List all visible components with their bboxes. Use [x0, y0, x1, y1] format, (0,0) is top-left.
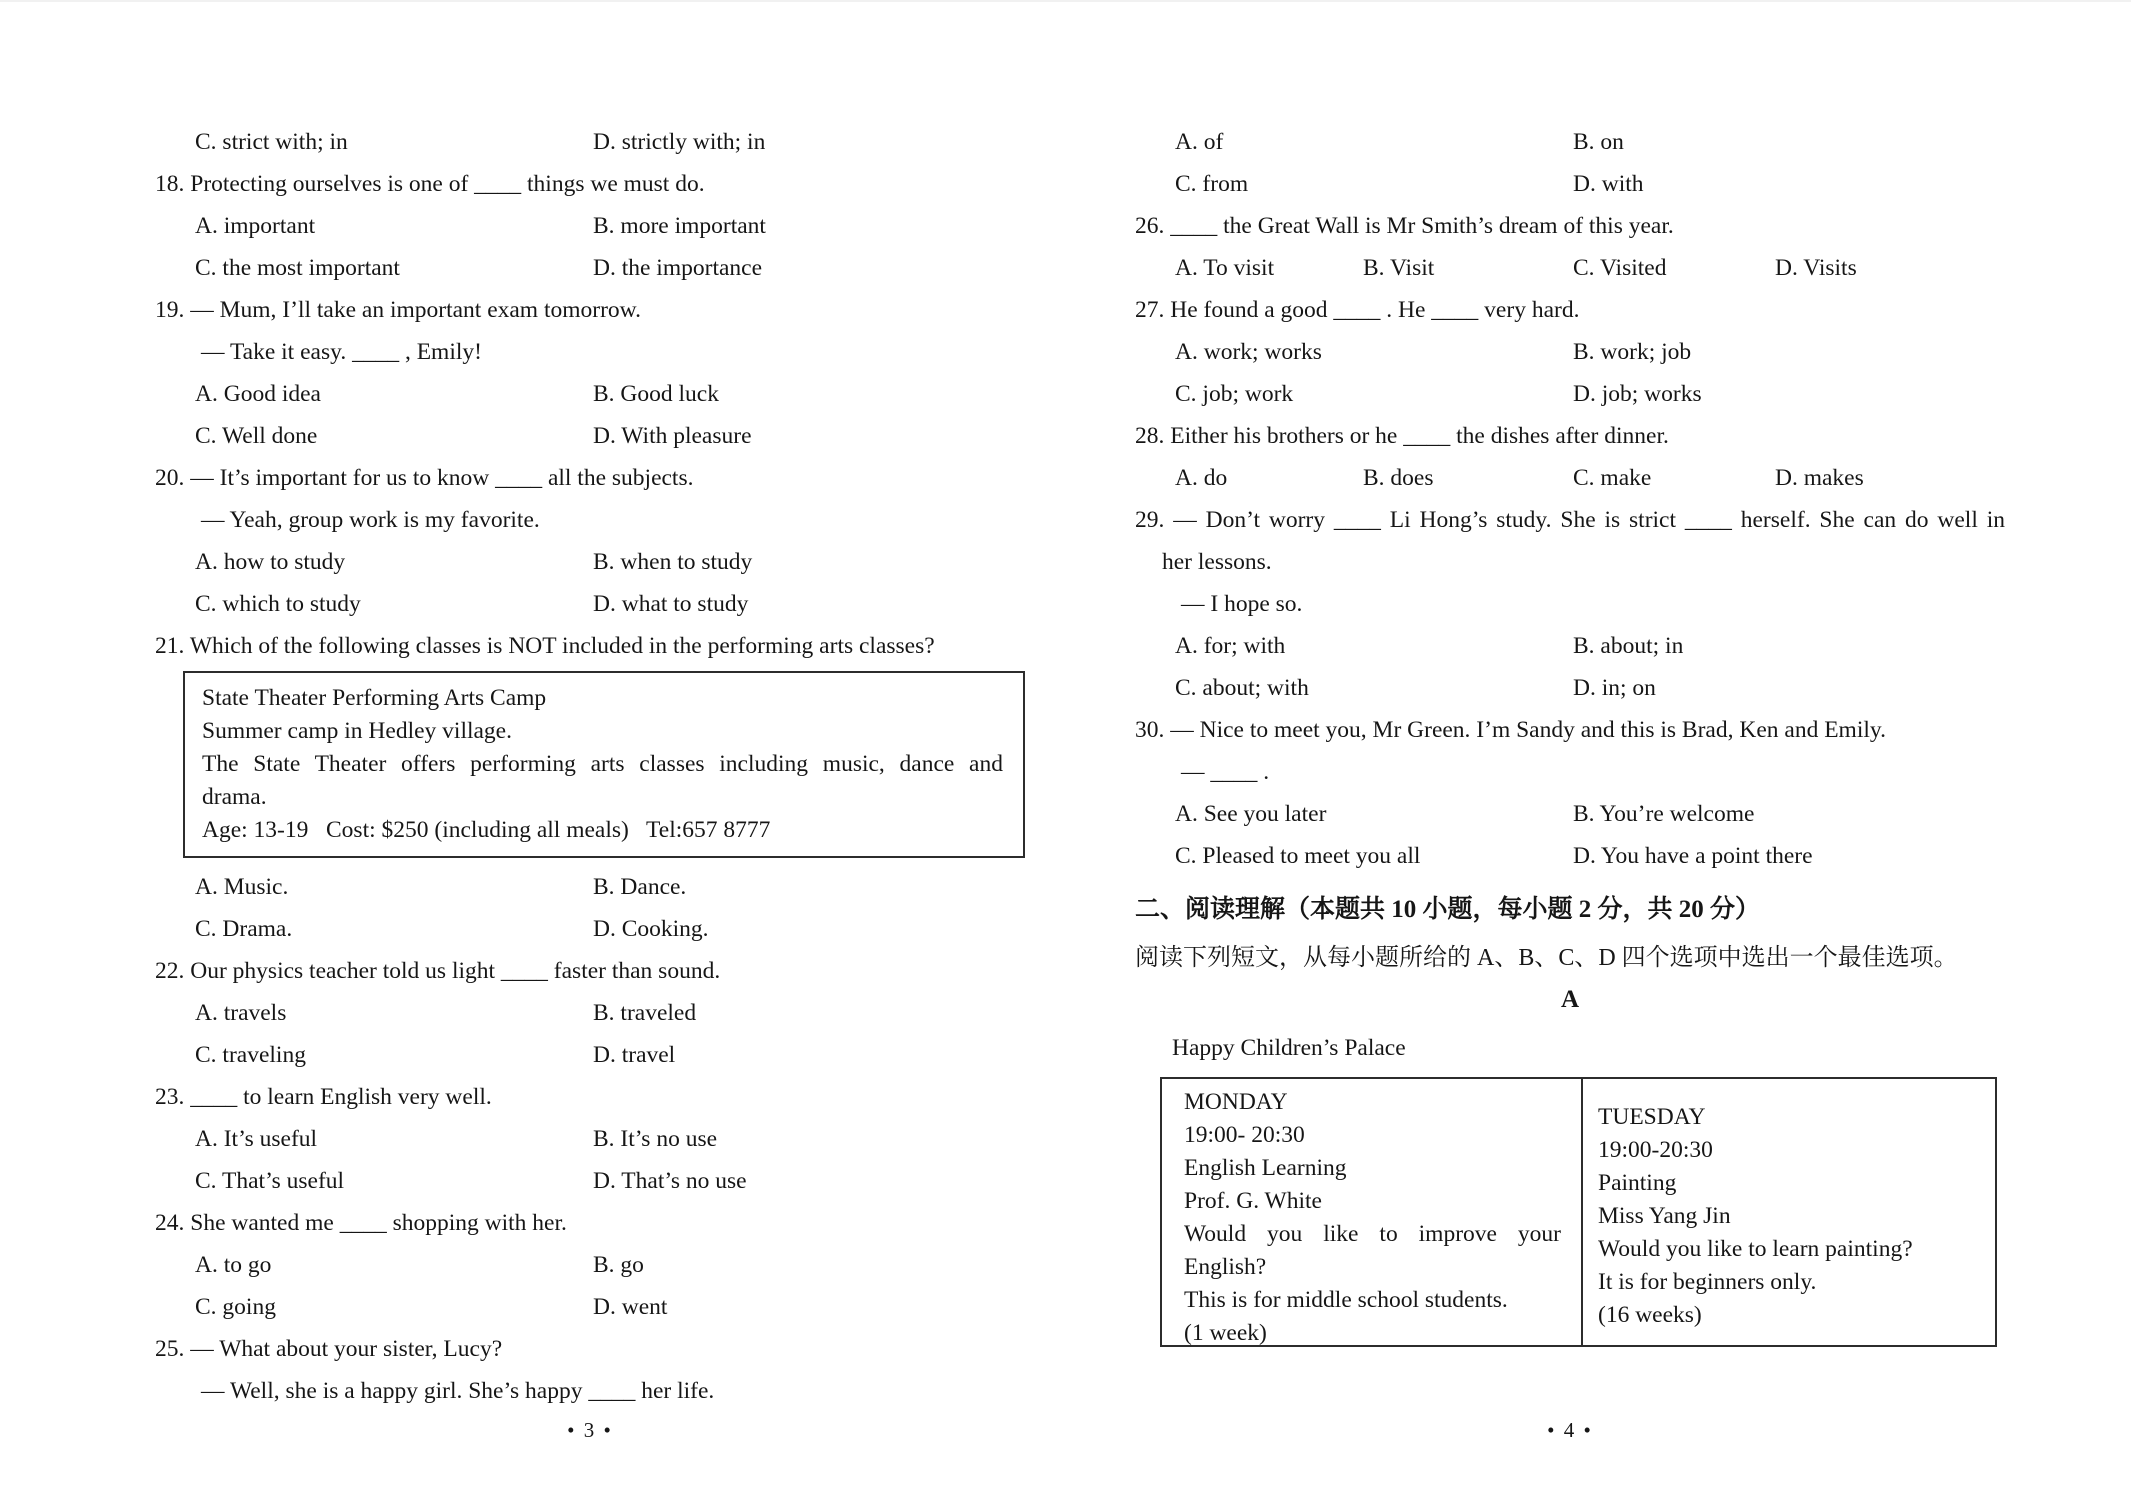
q18-options-ab-row	[155, 205, 1060, 247]
passage-a-title: Happy Children’s Palace	[1172, 1035, 1406, 1061]
q28-options-row	[1135, 457, 2040, 499]
q20-options-ab-row	[155, 541, 1060, 583]
q25r-options-ab-row	[1135, 121, 2040, 163]
option-c: C. Drama.	[195, 916, 293, 942]
q29-continuation-line: her lessons.	[1162, 549, 1272, 575]
table-line: Miss Yang Jin	[1598, 1203, 1731, 1229]
section-2-heading: 二、阅读理解（本题共 10 小题，每小题 2 分，共 20 分）	[1135, 896, 1761, 923]
schedule-table	[1160, 1077, 1997, 1347]
question-18: 18. Protecting ourselves is one of ____ things we must do.	[155, 171, 705, 197]
option-d: D. in; on	[1573, 675, 1656, 701]
table-line: It is for beginners only.	[1598, 1269, 1817, 1295]
option-b: B. go	[593, 1252, 644, 1278]
option-a: A. See you later	[1175, 801, 1327, 827]
question-21: 21. Which of the following classes is NOT included in the performing arts classes?	[155, 633, 935, 659]
exam-page-4	[1135, 121, 2040, 1347]
table-line: Painting	[1598, 1170, 1677, 1196]
q19-options-cd-row	[155, 415, 1060, 457]
q21-options-ab-row	[155, 866, 1060, 908]
q26-options-row	[1135, 247, 2040, 289]
option-d: D. Cooking.	[593, 916, 709, 942]
table-line: Prof. G. White	[1184, 1188, 1322, 1214]
table-line: 19:00- 20:30	[1184, 1122, 1305, 1148]
q30-dialogue-line: — ____ .	[1181, 759, 1270, 785]
option-b: B. does	[1363, 465, 1434, 491]
q30-options-cd-row	[1135, 835, 2040, 877]
q23-options-ab-row	[155, 1118, 1060, 1160]
table-line: (16 weeks)	[1598, 1302, 1702, 1328]
option-d: D. Visits	[1775, 255, 1857, 281]
q29-options-cd-row	[1135, 667, 2040, 709]
option-b: B. Visit	[1363, 255, 1435, 281]
option-c: C. about; with	[1175, 675, 1309, 701]
option-c: C. traveling	[195, 1042, 306, 1068]
option-d: D. the importance	[593, 255, 763, 281]
question-25: 25. — What about your sister, Lucy?	[155, 1336, 503, 1362]
option-a: A. for; with	[1175, 633, 1286, 659]
option-c: C. the most important	[195, 255, 400, 281]
option-d: D. You have a point there	[1573, 843, 1813, 869]
question-23: 23. ____ to learn English very well.	[155, 1084, 492, 1110]
q30-options-ab-row	[1135, 793, 2040, 835]
option-b: B. when to study	[593, 549, 753, 575]
q27-options-ab-row	[1135, 331, 2040, 373]
option-a: A. to go	[195, 1252, 272, 1278]
option-b: B. more important	[593, 213, 766, 239]
option-a: A. how to study	[195, 549, 346, 575]
option-b: B. Dance.	[593, 874, 687, 900]
option-c: C. Visited	[1573, 255, 1667, 281]
q19-dialogue-line: — Take it easy. ____ , Emily!	[201, 339, 482, 365]
question-29: 29. — Don’t worry ____ Li Hong’s study. She is strict ____ herself. She can do well in	[1135, 507, 2005, 533]
section-2-instruction: 阅读下列短文，从每小题所给的 A、B、C、D 四个选项中选出一个最佳选项。	[1135, 945, 1958, 971]
option-c: C. strict with; in	[195, 129, 348, 155]
q17-options-cd-row	[155, 121, 1060, 163]
q23-options-cd-row	[155, 1160, 1060, 1202]
scan-top-edge	[0, 0, 2131, 2]
option-d: D. went	[593, 1294, 668, 1320]
option-d: D. That’s no use	[593, 1168, 747, 1194]
question-28: 28. Either his brothers or he ____ the dishes after dinner.	[1135, 423, 1669, 449]
option-a: A. To visit	[1175, 255, 1275, 281]
option-a: A. of	[1175, 129, 1224, 155]
passage-a-label: A	[1560, 986, 1580, 1013]
camp-notice-box	[183, 671, 1025, 858]
notice-line: The State Theater offers performing arts classes including music, dance and	[202, 751, 1003, 777]
q24-options-cd-row	[155, 1286, 1060, 1328]
question-24: 24. She wanted me ____ shopping with her.	[155, 1210, 567, 1236]
option-c: C. That’s useful	[195, 1168, 345, 1194]
option-a: A. do	[1175, 465, 1228, 491]
question-20: 20. — It’s important for us to know ____ all the subjects.	[155, 465, 694, 491]
q29-dialogue-line: — I hope so.	[1181, 591, 1303, 617]
option-d: D. makes	[1775, 465, 1864, 491]
table-line: Would you like to improve your	[1184, 1221, 1561, 1247]
option-c: C. which to study	[195, 591, 361, 617]
table-line: This is for middle school students.	[1184, 1287, 1508, 1313]
option-b: B. It’s no use	[593, 1126, 718, 1152]
table-line: 19:00-20:30	[1598, 1137, 1713, 1163]
table-line: Would you like to learn painting?	[1598, 1236, 1913, 1262]
option-d: D. job; works	[1573, 381, 1702, 407]
q29-options-ab-row	[1135, 625, 2040, 667]
q22-options-ab-row	[155, 992, 1060, 1034]
option-a: A. important	[195, 213, 316, 239]
option-d: D. travel	[593, 1042, 676, 1068]
option-b: B. about; in	[1573, 633, 1684, 659]
q27-options-cd-row	[1135, 373, 2040, 415]
q24-options-ab-row	[155, 1244, 1060, 1286]
option-d: D. strictly with; in	[593, 129, 766, 155]
notice-line: State Theater Performing Arts Camp	[202, 685, 547, 711]
option-c: C. from	[1175, 171, 1249, 197]
option-a: A. It’s useful	[195, 1126, 318, 1152]
notice-line: drama.	[202, 784, 267, 810]
table-line: English?	[1184, 1254, 1267, 1280]
q25r-options-cd-row	[1135, 163, 2040, 205]
option-b: B. on	[1573, 129, 1624, 155]
option-c: C. Well done	[195, 423, 318, 449]
option-b: B. traveled	[593, 1000, 697, 1026]
option-a: A. travels	[195, 1000, 287, 1026]
table-line: MONDAY	[1184, 1089, 1288, 1115]
notice-line: Age: 13-19 Cost: $250 (including all meals) Tel:657 8777	[202, 817, 771, 843]
tuesday-cell	[1581, 1079, 1995, 1345]
option-a: A. Music.	[195, 874, 289, 900]
option-a: A. work; works	[1175, 339, 1322, 365]
question-19: 19. — Mum, I’ll take an important exam tomorrow.	[155, 297, 641, 323]
page-number-3: • 3 •	[567, 1418, 613, 1442]
option-c: C. Pleased to meet you all	[1175, 843, 1421, 869]
exam-page-3	[155, 121, 1060, 1412]
q19-options-ab-row	[155, 373, 1060, 415]
option-d: D. with	[1573, 171, 1644, 197]
q20-options-cd-row	[155, 583, 1060, 625]
option-c: C. job; work	[1175, 381, 1294, 407]
question-22: 22. Our physics teacher told us light ____ faster than sound.	[155, 958, 721, 984]
option-b: B. work; job	[1573, 339, 1692, 365]
q25-dialogue-line: — Well, she is a happy girl. She’s happy ____ her life.	[201, 1378, 715, 1404]
q20-dialogue-line: — Yeah, group work is my favorite.	[201, 507, 540, 533]
table-line: TUESDAY	[1598, 1104, 1706, 1130]
option-c: C. make	[1573, 465, 1652, 491]
q18-options-cd-row	[155, 247, 1060, 289]
option-d: D. With pleasure	[593, 423, 752, 449]
question-30: 30. — Nice to meet you, Mr Green. I’m Sandy and this is Brad, Ken and Emily.	[1135, 717, 1886, 743]
option-d: D. what to study	[593, 591, 749, 617]
option-c: C. going	[195, 1294, 276, 1320]
option-b: B. You’re welcome	[1573, 801, 1755, 827]
table-line: (1 week)	[1184, 1320, 1267, 1346]
notice-line: Summer camp in Hedley village.	[202, 718, 512, 744]
option-b: B. Good luck	[593, 381, 719, 407]
q22-options-cd-row	[155, 1034, 1060, 1076]
table-line: English Learning	[1184, 1155, 1347, 1181]
q21-options-cd-row	[155, 908, 1060, 950]
monday-cell	[1162, 1079, 1581, 1345]
page-number-4: • 4 •	[1547, 1418, 1593, 1442]
question-27: 27. He found a good ____ . He ____ very hard.	[1135, 297, 1580, 323]
option-a: A. Good idea	[195, 381, 321, 407]
question-26: 26. ____ the Great Wall is Mr Smith’s dream of this year.	[1135, 213, 1674, 239]
